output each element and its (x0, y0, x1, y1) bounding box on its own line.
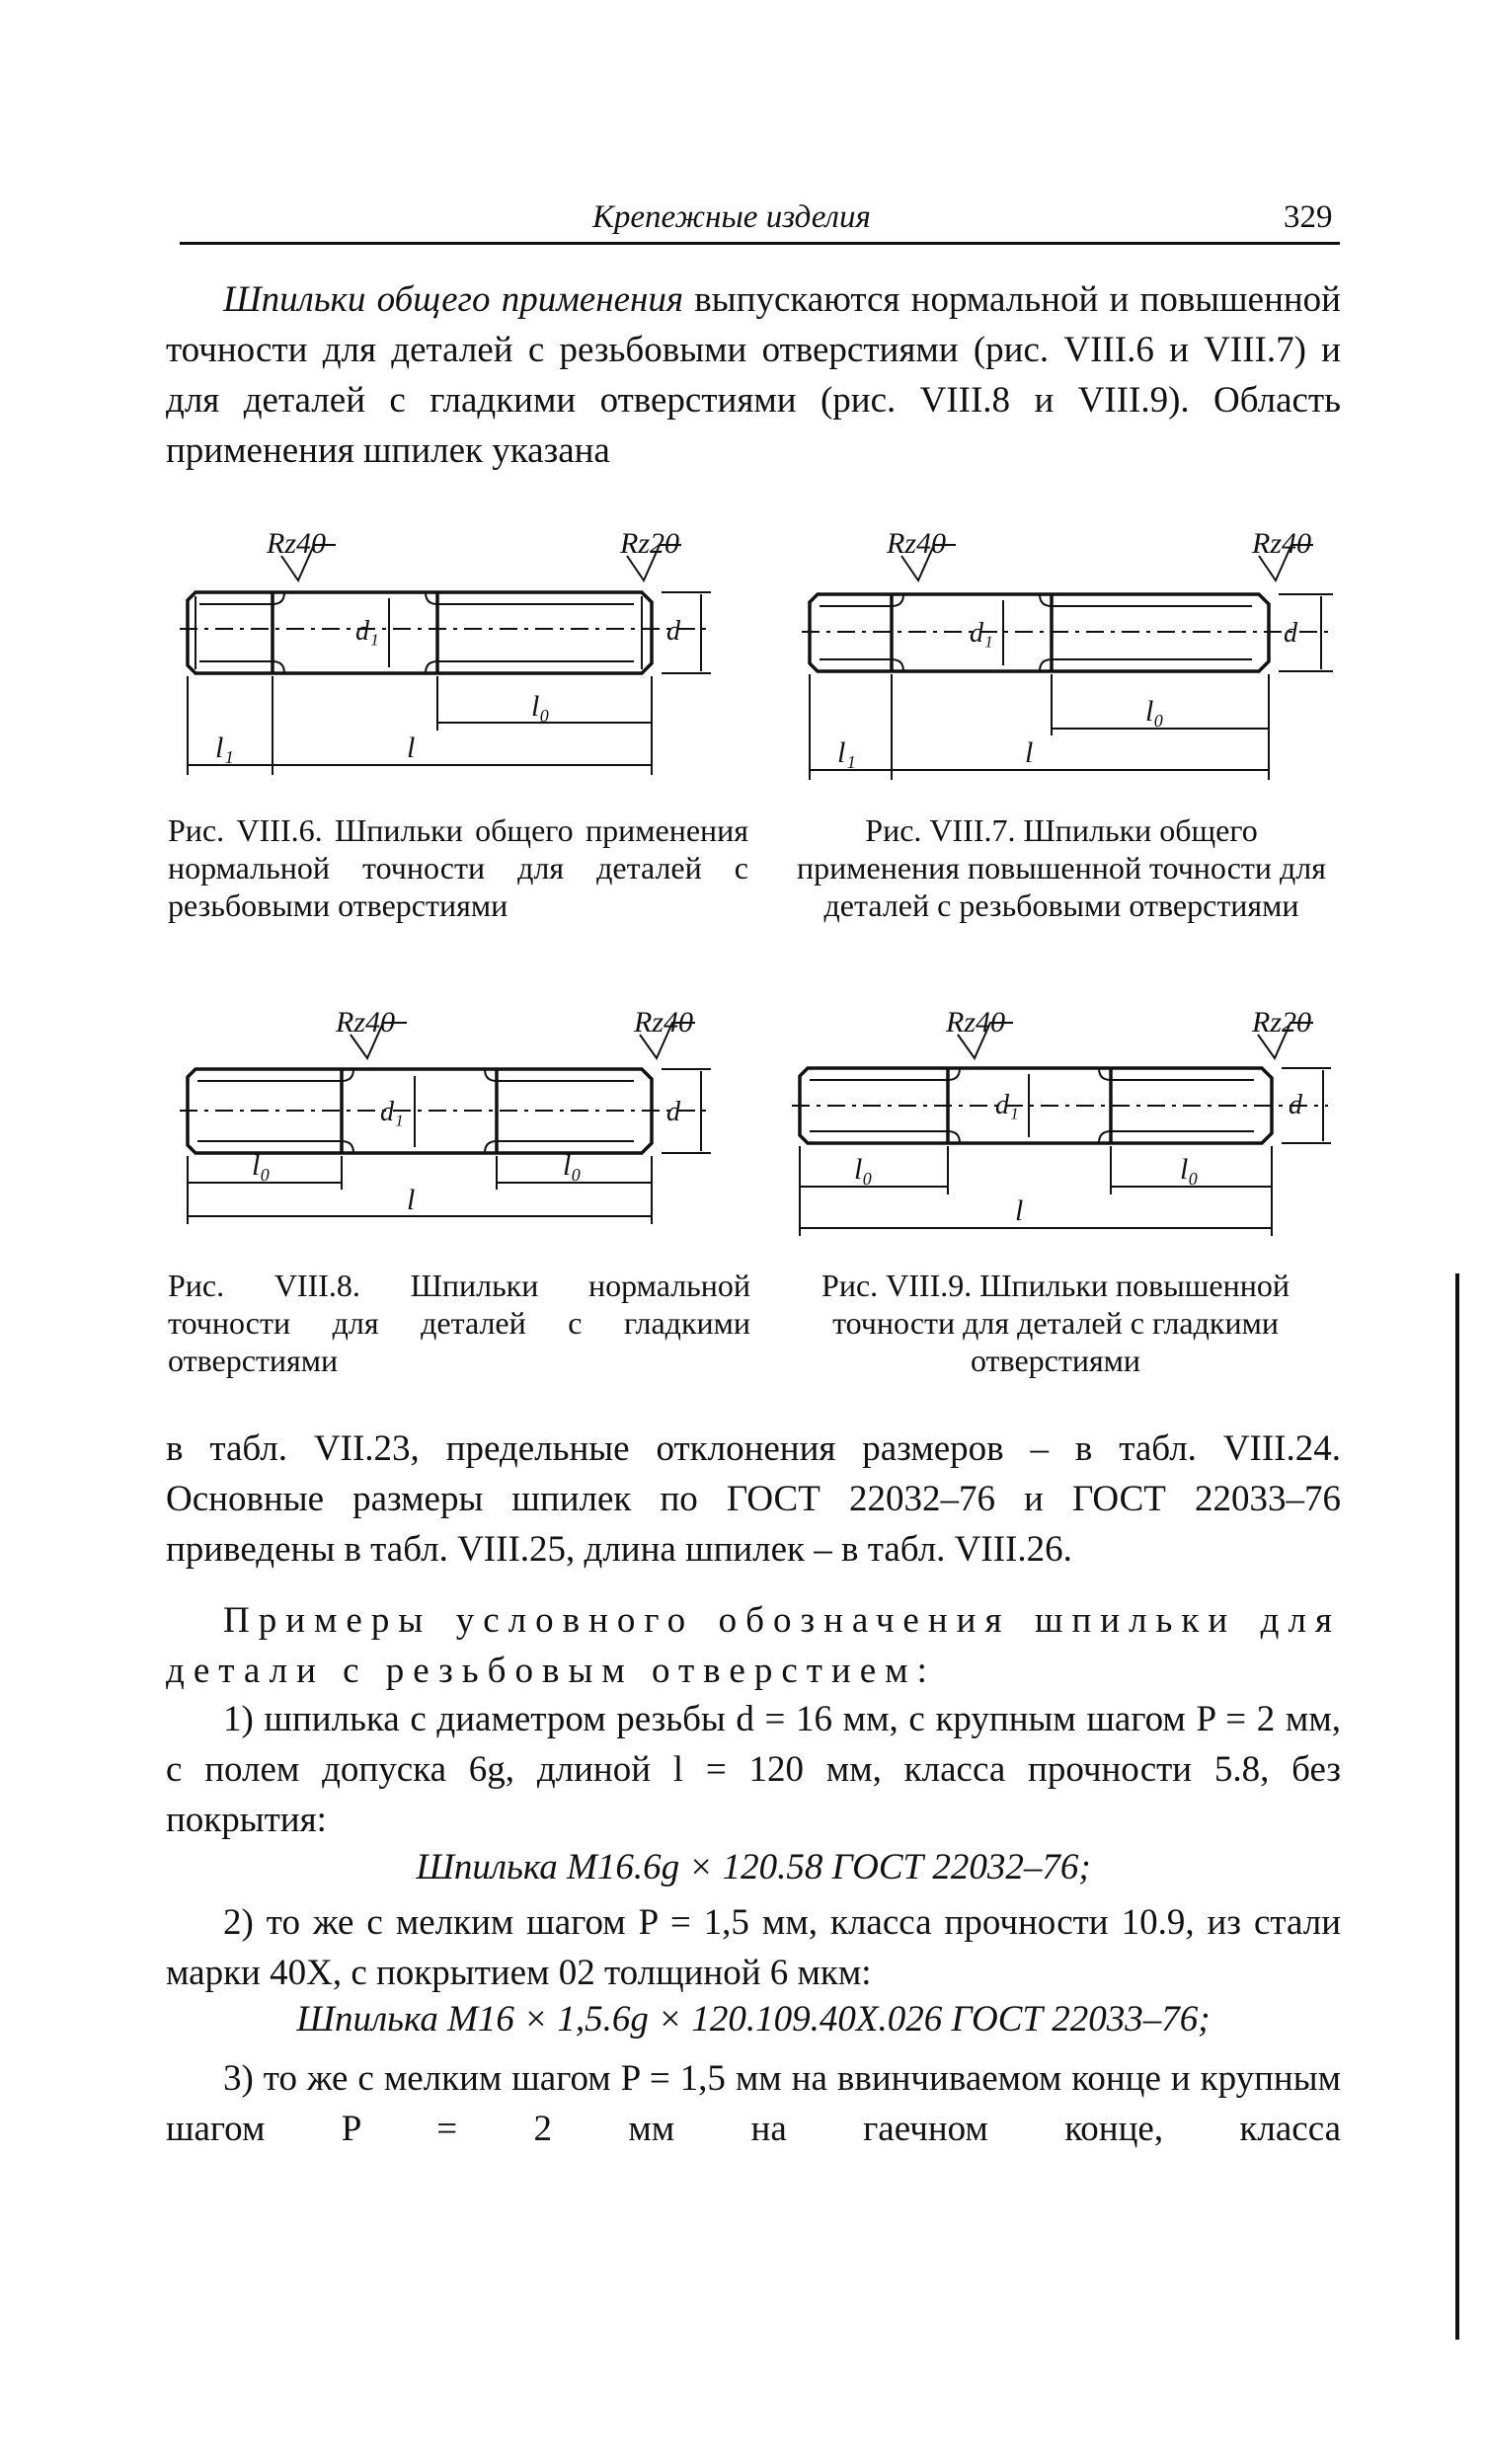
dim-label-d1: d₁ (380, 1097, 404, 1127)
figure-viii-9 (790, 997, 1343, 1244)
roughness-label: Rz40 (946, 1006, 1005, 1039)
dim-label-l: l (407, 1184, 416, 1216)
dim-label-l0: l₀ (563, 1149, 582, 1182)
page-edge-line (1455, 1273, 1459, 2340)
dim-label-l1: l₁ (837, 736, 856, 769)
intro-rest: выпускаются нормальной и повышенной точности для деталей с резьбовыми отверстиями (рис. VIII.6 и VIII.7) и для деталей с гладкими отверстиями (рис. VIII.8 и VIII.9). Область применения шпилек указана (166, 279, 1341, 471)
figure-viii-7 (800, 523, 1353, 790)
intro-lead: Шпильки общего применения (223, 279, 684, 320)
roughness-label: Rz40 (1252, 527, 1311, 560)
dim-label-d: d (1284, 618, 1297, 649)
caption-fig-viii-6: Рис. VIII.6. Шпильки общего применения нормальной точности для деталей с резьбовыми отверстиями (168, 812, 748, 923)
roughness-label: Rz40 (887, 527, 946, 560)
dim-label-l: l (1025, 736, 1034, 769)
example-item-1: 1) шпилька с диаметром резьбы d = 16 мм, с крупным шагом P = 2 мм, с полем допуска 6g, длиной l = 120 мм, класса прочности 5.8, без покрытия: (166, 1699, 1341, 1840)
dim-label-d: d (666, 1097, 680, 1127)
dim-label-l0: l₀ (252, 1149, 271, 1182)
examples-heading: Примеры условного обозначения шпильки для детали с резьбовым отверстием: (166, 1600, 1341, 1691)
page-number: 329 (1284, 199, 1333, 235)
example-item-3: 3) то же с мелким шагом P = 1,5 мм на ввинчиваемом конце и крупным шагом P = 2 мм на гаечном конце, класса (166, 2058, 1341, 2149)
caption-fig-viii-9: Рис. VIII.9. Шпильки повышенной точности для деталей с гладкими отверстиями (821, 1268, 1290, 1378)
intro-paragraph (166, 274, 1341, 476)
roughness-label: Rz20 (1252, 1006, 1311, 1039)
header-rule (180, 242, 1340, 245)
dim-label-d: d (1289, 1090, 1302, 1120)
dim-label-d: d (666, 616, 680, 647)
running-header: Крепежные изделия (592, 199, 871, 235)
roughness-label: Rz40 (267, 527, 326, 560)
roughness-label: Rz40 (634, 1006, 693, 1039)
dim-label-l: l (1015, 1194, 1024, 1227)
dim-label-l: l (407, 732, 416, 764)
roughness-label: Rz40 (336, 1006, 395, 1039)
dim-label-d1: d₁ (995, 1090, 1019, 1120)
dim-label-l0: l₀ (1145, 695, 1164, 728)
caption-fig-viii-7: Рис. VIII.7. Шпильки общего применения повышенной точности для деталей с резьбовыми отверстиями (797, 812, 1326, 923)
figure-viii-6 (178, 523, 731, 790)
caption-fig-viii-8: Рис. VIII.8. Шпильки нормальной точности для деталей с гладкими отверстиями (168, 1268, 750, 1378)
figure-viii-8 (178, 997, 731, 1234)
designation-formula-1: Шпилька М16.6g × 120.58 ГОСТ 22032–76; (416, 1847, 1091, 1887)
dim-label-l1: l₁ (215, 732, 234, 764)
roughness-label: Rz20 (620, 527, 679, 560)
dim-label-l0: l₀ (854, 1153, 873, 1186)
designation-formula-2: Шпилька М16 × 1,5.6g × 120.109.40Х.026 ГОСТ 22033–76; (296, 1999, 1211, 2040)
body-paragraph: в табл. VII.23, предельные отклонения размеров – в табл. VIII.24. Основные размеры шпилек по ГОСТ 22032–76 и ГОСТ 22033–76 приведены в табл. VIII.25, длина шпилек – в табл. VIII.26. (166, 1428, 1341, 1570)
dim-label-l0: l₀ (1180, 1153, 1199, 1186)
dim-label-d1: d₁ (970, 618, 993, 649)
example-item-2: 2) то же с мелким шагом P = 1,5 мм, класса прочности 10.9, из стали марки 40Х, с покрытием 02 толщиной 6 мкм: (166, 1902, 1341, 1993)
dim-label-d1: d₁ (355, 616, 379, 647)
dim-label-l0: l₀ (531, 690, 550, 723)
